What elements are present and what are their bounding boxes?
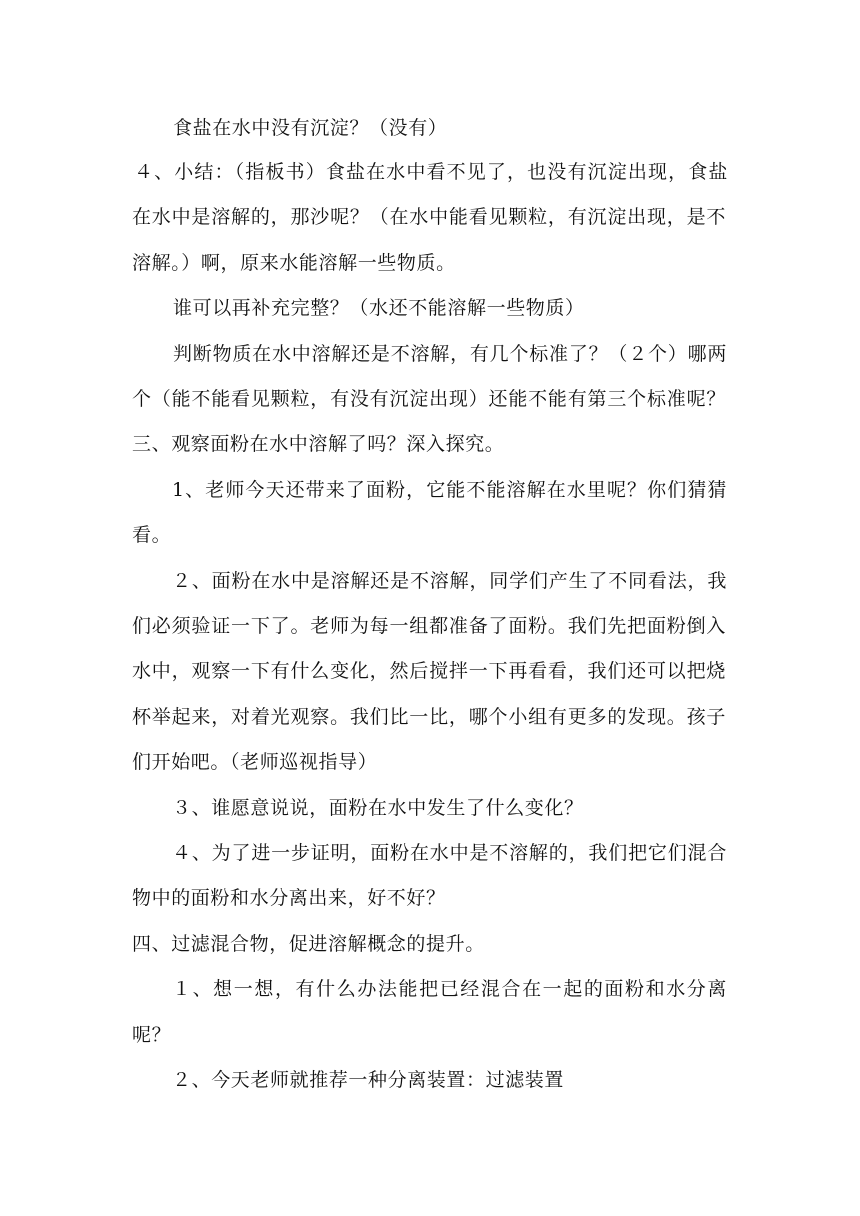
- paragraph-line-22: ２、今天老师就推荐一种分离装置：过滤装置: [172, 1069, 565, 1091]
- section-heading-3: 三、观察面粉在水中溶解了吗？深入探究。: [132, 433, 505, 455]
- paragraph-line-11: ２、面粉在水中是溶解还是不溶解，同学们产生了不同看法，我: [172, 570, 727, 592]
- paragraph-line-12: 们必须验证一下了。老师为每一组都准备了面粉。我们先把面粉倒入: [132, 615, 726, 637]
- section-heading-4: 四、过滤混合物，促进溶解概念的提升。: [132, 933, 485, 955]
- paragraph-line-18: 物中的面粉和水分离出来，好不好？: [132, 887, 446, 909]
- paragraph-line-9: 1、老师今天还带来了面粉，它能不能溶解在水里呢？你们猜猜: [172, 479, 727, 501]
- paragraph-line-2: ４、小结：（指板书）食盐在水中看不见了，也没有沉淀出现，食盐: [134, 161, 728, 183]
- paragraph-line-6: 判断物质在水中溶解还是不溶解，有几个标准了？（２个）哪两: [173, 343, 727, 365]
- paragraph-line-14: 杯举起来，对着光观察。我们比一比，哪个小组有更多的发现。孩子: [132, 706, 726, 728]
- paragraph-line-17: ４、为了进一步证明，面粉在水中是不溶解的，我们把它们混合: [172, 842, 727, 864]
- paragraph-line-13: 水中，观察一下有什么变化，然后搅拌一下再看看，我们还可以把烧: [132, 660, 726, 682]
- paragraph-line-15: 们开始吧。（老师巡视指导）: [132, 751, 378, 773]
- paragraph-line-20: １、想一想，有什么办法能把已经混合在一起的面粉和水分离: [172, 978, 727, 1000]
- paragraph-line-10: 看。: [132, 524, 172, 546]
- paragraph-line-5: 谁可以再补充完整？（水还不能溶解一些物质）: [173, 297, 585, 319]
- paragraph-line-1: 食盐在水中没有沉淀？（没有）: [173, 117, 448, 139]
- paragraph-line-7: 个（能不能看见颗粒，有没有沉淀出现）还能不能有第三个标准呢？: [132, 388, 726, 410]
- paragraph-line-3: 在水中是溶解的，那沙呢？（在水中能看见颗粒，有沉淀出现，是不: [132, 206, 726, 228]
- paragraph-line-16: ３、谁愿意说说，面粉在水中发生了什么变化？: [172, 797, 584, 819]
- paragraph-line-21: 呢？: [132, 1024, 172, 1046]
- paragraph-line-4: 溶解。）啊，原来水能溶解一些物质。: [132, 252, 456, 274]
